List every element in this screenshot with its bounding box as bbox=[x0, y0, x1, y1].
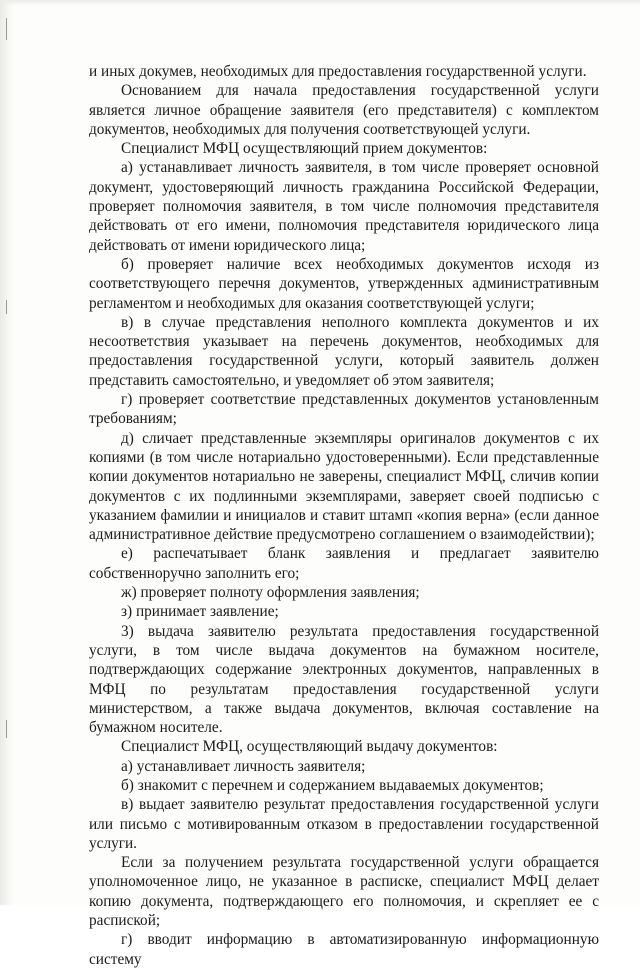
list-item-d-copies: д) сличает представленные экземпляры оригиналов документов с их копиями (в том числе нотариально удостоверенными). Если представленные копии документов нотариально не заверены, специалист МФЦ, сличив копии документов с их подлинными экземплярами, заверяет своей подписью с указанием фамилии и инициалов и ставит штамп «копия верна» (если данное административное действие предусмотрено соглашением о взаимодействии); bbox=[89, 429, 599, 544]
document-text bbox=[89, 62, 599, 969]
scan-top-edge bbox=[0, 0, 640, 6]
list-item-v-issue-result: в) выдает заявителю результат предоставления государственной услуги или письмо с мотивированным отказом в предоставлении государственной услуги. bbox=[89, 796, 599, 852]
paragraph-continuation: и иных докумев, необходимых для предоставления государственной услуги. bbox=[89, 63, 587, 80]
list-item-e-print-form: е) распечатывает бланк заявления и предлагает заявителю собственноручно заполнить его; bbox=[89, 545, 599, 582]
paragraph-issuance: 3) выдача заявителю результата предоставления государственной услуги, в том числе выдача документов на бумажном носителе, подтверждающих содержание электронных документов, направленных в МФЦ по результатам предоставления государственной услуги министерством, а также выдача документов, включая составление на бумажном носителе. bbox=[89, 622, 599, 737]
paragraph-specialist-issuance: Специалист МФЦ, осуществляющий выдачу документов: bbox=[121, 738, 498, 756]
scan-artifact-mark bbox=[6, 18, 7, 40]
list-item-a-identity-issuance: а) устанавливает личность заявителя; bbox=[121, 757, 366, 775]
scan-artifact-mark bbox=[6, 720, 7, 738]
paragraph-specialist-intake: Специалист МФЦ осуществляющий прием документов: bbox=[121, 140, 488, 158]
list-item-z-accept: з) принимает заявление; bbox=[121, 603, 279, 621]
list-item-v-incomplete-set: в) в случае представления неполного комплекта документов и их несоответствия указывает на перечень документов, необходимых для предоставления государственной услуги, который заявитель должен представить самостоятельно, и уведомляет об этом заявителя; bbox=[89, 313, 599, 389]
list-item-g-enter-info: г) вводит информацию в автоматизированную информационную систему bbox=[89, 931, 599, 968]
list-item-b-check-documents: б) проверяет наличие всех необходимых документов исходя из соответствующего перечня документов, утвержденных административным регламентом и необходимых для оказания соответствующей услуги; bbox=[89, 255, 599, 312]
list-item-g-compliance: г) проверяет соответствие представленных документов установленным требованиям; bbox=[89, 391, 599, 428]
paragraph-basis: Основанием для начала предоставления государственной услуги является личное обращение заявителя (его представителя) с комплектом документов, необходимых для получения соответствующей услуги. bbox=[89, 82, 599, 138]
paragraph-authorized-person: Если за получением результата государственной услуги обращается уполномоченное лицо, не указанное в расписке, специалист МФЦ делает копию документа, подтверждающего его полномочия, и скрепляет ее с распиской; bbox=[89, 854, 599, 930]
scan-left-edge bbox=[0, 0, 14, 905]
scan-artifact-mark bbox=[6, 300, 7, 314]
list-item-zh-check-form: ж) проверяет полноту оформления заявления; bbox=[121, 584, 420, 602]
list-item-a-identity: а) устанавливает личность заявителя, в том числе проверяет основной документ, удостоверяющий личность гражданина Российской Федерации, проверяет полномочия заявителя, в том числе полномочия представителя действовать от его имени, полномочия представителя юридического лица действовать от имени юридического лица; bbox=[89, 159, 599, 254]
list-item-b-familiarize: б) знакомит с перечнем и содержанием выдаваемых документов; bbox=[121, 776, 544, 794]
